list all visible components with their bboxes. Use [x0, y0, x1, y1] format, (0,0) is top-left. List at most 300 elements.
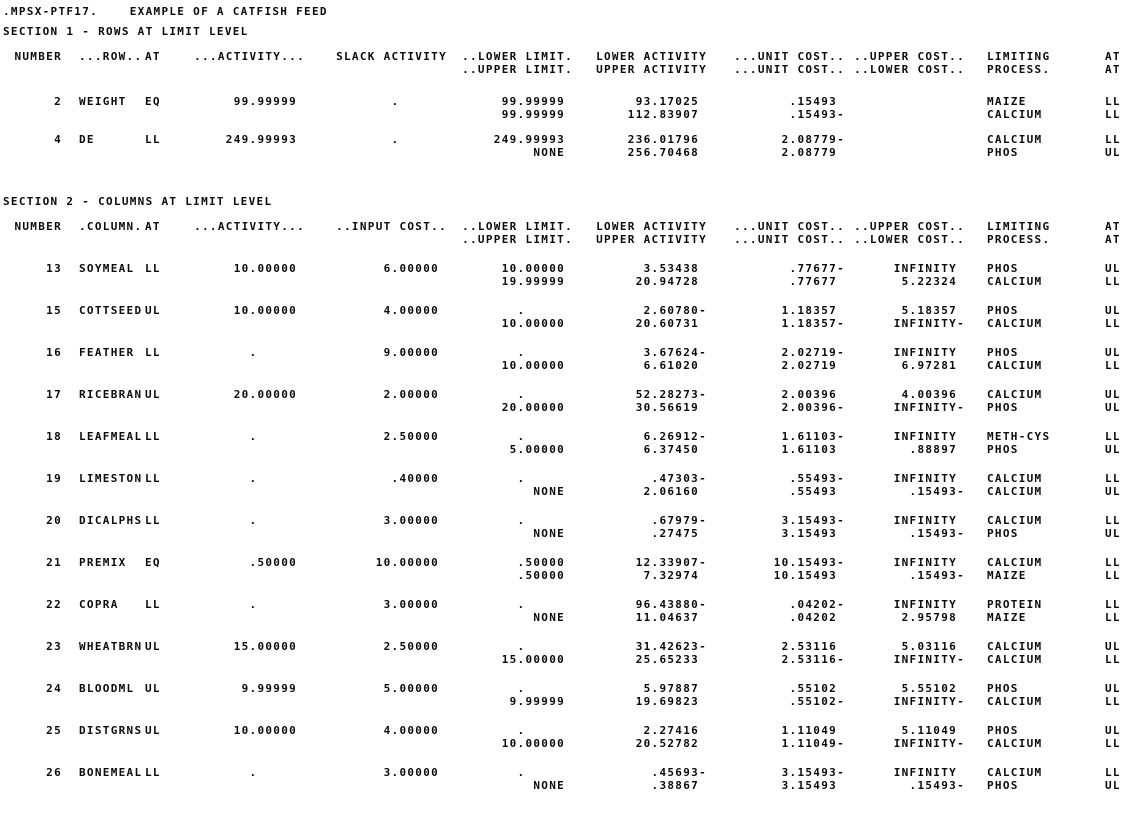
- value-line-lower: NONE: [533, 611, 573, 624]
- value-line-upper: INFINITY: [893, 766, 965, 779]
- value-line-lower: [79, 527, 145, 540]
- value-line-upper: LIMITING: [987, 220, 1051, 233]
- cell-lower-upper-activity: [573, 388, 707, 414]
- value-line-lower: 19.99999: [501, 275, 573, 288]
- value-line-lower: UL: [1105, 401, 1121, 414]
- value-line-lower: [183, 737, 305, 750]
- cell-lower-upper-limit: [447, 220, 573, 246]
- cell-at-status: [145, 766, 183, 792]
- value-line-upper: INFINITY: [893, 346, 965, 359]
- cell-limiting-at: [1097, 724, 1132, 750]
- value-line-upper: 1.18357: [781, 304, 845, 317]
- cell-lower-upper-limit: [447, 262, 573, 288]
- cell-number: [3, 472, 65, 498]
- value-line-upper: LL: [145, 346, 161, 359]
- cell-number: [3, 95, 65, 121]
- value-line-lower: PROCESS.: [987, 63, 1051, 76]
- value-line-upper: DE: [79, 133, 95, 146]
- value-line-lower: [3, 569, 62, 582]
- value-line-upper: AT: [1105, 50, 1121, 63]
- value-line-upper: 17: [46, 388, 62, 401]
- value-line-upper: LL: [145, 598, 161, 611]
- value-line-upper: 249.99993: [225, 133, 305, 146]
- cell-number: [3, 430, 65, 456]
- cell-lower-upper-activity: [573, 95, 707, 121]
- value-line-lower: 2.06160: [643, 485, 707, 498]
- value-line-upper: .55493-: [789, 472, 845, 485]
- value-line-lower: .88897: [909, 443, 965, 456]
- value-line-upper: PHOS: [987, 262, 1019, 275]
- value-line-lower: AT: [1105, 233, 1121, 246]
- value-line-upper: PHOS: [987, 682, 1019, 695]
- value-line-upper: LEAFMEAL: [79, 430, 143, 443]
- value-line-upper: UL: [1105, 724, 1121, 737]
- cell-activity: [183, 472, 305, 498]
- value-line-lower: [183, 527, 305, 540]
- cell-upper-lower-cost: [845, 556, 965, 582]
- cell-upper-lower-cost: [845, 304, 965, 330]
- cell-at-status: [145, 220, 183, 246]
- cell-unit-cost: [707, 220, 845, 246]
- value-line-lower: [145, 527, 183, 540]
- value-line-lower: 6.61020: [643, 359, 707, 372]
- value-line-lower: 20.52782: [635, 737, 707, 750]
- cell-column-name: [65, 472, 145, 498]
- cell-input-cost: [305, 262, 447, 288]
- value-line-upper: COPRA: [79, 598, 119, 611]
- cell-lower-upper-activity: [573, 556, 707, 582]
- value-line-upper: 20.00000: [233, 388, 305, 401]
- cell-unit-cost: [707, 388, 845, 414]
- value-line-lower: [145, 317, 183, 330]
- cell-lower-upper-activity: [573, 262, 707, 288]
- value-line-lower: [145, 695, 183, 708]
- value-line-lower: CALCIUM: [987, 359, 1043, 372]
- value-line-upper: 2: [54, 95, 62, 108]
- value-line-upper: 3.15493-: [781, 514, 845, 527]
- cell-upper-lower-cost: [845, 598, 965, 624]
- cell-unit-cost: [707, 640, 845, 666]
- value-line-lower: [145, 611, 183, 624]
- cell-lower-upper-limit: [447, 682, 573, 708]
- value-line-upper: .: [517, 430, 573, 443]
- table-row: [3, 724, 1132, 750]
- value-line-upper: ..LOWER LIMIT.: [462, 50, 573, 63]
- cell-row-name: [65, 133, 145, 159]
- cell-limiting-process: [965, 346, 1097, 372]
- cell-unit-cost: [707, 346, 845, 372]
- cell-lower-upper-limit: [447, 556, 573, 582]
- cell-limiting-process: [965, 262, 1097, 288]
- cell-at-status: [145, 133, 183, 159]
- value-line-upper: 249.99993: [493, 133, 573, 146]
- value-line-upper: INFINITY: [893, 598, 965, 611]
- cell-activity: [183, 556, 305, 582]
- value-line-upper: UL: [1105, 346, 1121, 359]
- value-line-upper: 2.53116: [781, 640, 845, 653]
- value-line-upper: 15: [46, 304, 62, 317]
- value-line-upper: INFINITY: [893, 262, 965, 275]
- cell-lower-upper-activity: [573, 133, 707, 159]
- cell-column-name: [65, 430, 145, 456]
- value-line-lower: 10.00000: [501, 359, 573, 372]
- value-line-lower: PROCESS.: [987, 233, 1051, 246]
- value-line-upper: EQ: [145, 95, 161, 108]
- cell-column-name: [65, 220, 145, 246]
- value-line-upper: LIMITING: [987, 50, 1051, 63]
- cell-limiting-at: [1097, 133, 1132, 159]
- value-line-upper: DICALPHS: [79, 514, 143, 527]
- cell-at-status: [145, 598, 183, 624]
- value-line-lower: [145, 275, 183, 288]
- value-line-upper: 3.67624-: [643, 346, 707, 359]
- value-line-lower: 1.61103: [781, 443, 845, 456]
- cell-limiting-at: [1097, 598, 1132, 624]
- cell-limiting-at: [1097, 220, 1132, 246]
- value-line-upper: UL: [145, 724, 161, 737]
- value-line-lower: [79, 63, 145, 76]
- table-row: [3, 556, 1132, 582]
- cell-lower-upper-limit: [447, 766, 573, 792]
- cell-lower-upper-activity: [573, 640, 707, 666]
- cell-column-name: [65, 766, 145, 792]
- cell-activity: [183, 346, 305, 372]
- value-line-upper: .: [517, 766, 573, 779]
- value-line-upper: 5.55102: [901, 682, 965, 695]
- value-line-lower: [3, 527, 62, 540]
- cell-number: [3, 766, 65, 792]
- value-line-upper: AT: [1105, 220, 1121, 233]
- cell-lower-upper-activity: [573, 472, 707, 498]
- value-line-lower: 20.94728: [635, 275, 707, 288]
- cell-row-name: [65, 50, 145, 76]
- value-line-lower: UL: [1105, 527, 1121, 540]
- cell-input-cost: [305, 598, 447, 624]
- value-line-lower: [79, 108, 145, 121]
- value-line-upper: CALCIUM: [987, 766, 1043, 779]
- value-line-upper: 24: [46, 682, 62, 695]
- value-line-lower: AT: [1105, 63, 1121, 76]
- cell-limiting-process: [965, 640, 1097, 666]
- value-line-upper: BONEMEAL: [79, 766, 143, 779]
- cell-activity: [183, 388, 305, 414]
- table-row: [3, 766, 1132, 792]
- value-line-upper: 96.43880-: [635, 598, 707, 611]
- cell-column-name: [65, 640, 145, 666]
- value-line-upper: 10.00000: [501, 262, 573, 275]
- cell-slack-activity: [305, 133, 447, 159]
- cell-at-status: [145, 472, 183, 498]
- value-line-lower: [3, 485, 62, 498]
- value-line-lower: [79, 485, 145, 498]
- value-line-lower: NONE: [533, 485, 573, 498]
- value-line-lower: [3, 779, 62, 792]
- cell-activity: [183, 682, 305, 708]
- value-line-lower: LL: [1105, 611, 1121, 624]
- value-line-upper: 4: [54, 133, 62, 146]
- cell-unit-cost: [707, 95, 845, 121]
- cell-column-name: [65, 514, 145, 540]
- value-line-upper: PREMIX: [79, 556, 127, 569]
- value-line-upper: 19: [46, 472, 62, 485]
- cell-upper-lower-cost: [845, 724, 965, 750]
- cell-upper-lower-cost: [845, 133, 965, 159]
- cell-limiting-process: [965, 472, 1097, 498]
- value-line-upper: LL: [1105, 766, 1121, 779]
- value-line-upper: MAIZE: [987, 95, 1027, 108]
- value-line-lower: .15493-: [789, 108, 845, 121]
- value-line-upper: CALCIUM: [987, 556, 1043, 569]
- value-line-lower: [3, 737, 62, 750]
- cell-at-status: [145, 95, 183, 121]
- table-header-row: [3, 50, 1132, 76]
- value-line-upper: 6.00000: [383, 262, 447, 275]
- value-line-lower: [305, 63, 447, 76]
- value-line-lower: 6.97281: [901, 359, 965, 372]
- cell-upper-lower-cost: [845, 262, 965, 288]
- cell-unit-cost: [707, 50, 845, 76]
- cell-activity: [183, 95, 305, 121]
- value-line-lower: [145, 146, 183, 159]
- table-row: [3, 346, 1132, 372]
- value-line-upper: 12.33907-: [635, 556, 707, 569]
- value-line-upper: 10.15493-: [773, 556, 845, 569]
- value-line-lower: [305, 695, 447, 708]
- value-line-lower: 5.22324: [901, 275, 965, 288]
- cell-limiting-process: [965, 304, 1097, 330]
- cell-upper-lower-cost: [845, 472, 965, 498]
- value-line-lower: [305, 569, 447, 582]
- cell-activity: [183, 430, 305, 456]
- cell-unit-cost: [707, 304, 845, 330]
- value-line-upper: 2.00000: [383, 388, 447, 401]
- value-line-upper: UL: [1105, 388, 1121, 401]
- cell-input-cost: [305, 220, 447, 246]
- value-line-lower: [183, 317, 305, 330]
- value-line-lower: [305, 611, 447, 624]
- value-line-upper: ...ACTIVITY...: [194, 50, 305, 63]
- value-line-lower: LL: [1105, 695, 1121, 708]
- value-line-lower: .15493-: [909, 527, 965, 540]
- cell-column-name: [65, 724, 145, 750]
- value-line-upper: 9.99999: [241, 682, 305, 695]
- value-line-upper: .40000: [391, 472, 447, 485]
- value-line-lower: 1.11049-: [781, 737, 845, 750]
- value-line-upper: 3.00000: [383, 514, 447, 527]
- value-line-upper: LL: [145, 472, 161, 485]
- table-row: [3, 430, 1132, 456]
- value-line-upper: 93.17025: [635, 95, 707, 108]
- value-line-upper: 5.00000: [383, 682, 447, 695]
- value-line-lower: [3, 401, 62, 414]
- cell-upper-lower-cost: [845, 640, 965, 666]
- value-line-upper: ..LOWER LIMIT.: [462, 220, 573, 233]
- value-line-lower: [79, 317, 145, 330]
- value-line-upper: 3.00000: [383, 598, 447, 611]
- cell-limiting-process: [965, 766, 1097, 792]
- value-line-lower: 20.00000: [501, 401, 573, 414]
- value-line-upper: CALCIUM: [987, 640, 1043, 653]
- value-line-upper: 5.03116: [901, 640, 965, 653]
- value-line-upper: .: [517, 514, 573, 527]
- cell-lower-upper-limit: [447, 514, 573, 540]
- value-line-upper: AT: [145, 50, 161, 63]
- value-line-upper: RICEBRAN: [79, 388, 143, 401]
- value-line-lower: [145, 485, 183, 498]
- value-line-upper: .: [249, 766, 305, 779]
- value-line-lower: .15493-: [909, 779, 965, 792]
- value-line-lower: [183, 779, 305, 792]
- value-line-lower: [183, 359, 305, 372]
- value-line-lower: ..LOWER COST..: [854, 63, 965, 76]
- cell-lower-upper-limit: [447, 598, 573, 624]
- value-line-lower: [183, 443, 305, 456]
- value-line-upper: CALCIUM: [987, 514, 1043, 527]
- value-line-lower: CALCIUM: [987, 108, 1043, 121]
- value-line-lower: [305, 317, 447, 330]
- value-line-lower: [3, 695, 62, 708]
- cell-activity: [183, 766, 305, 792]
- section-rows-at-limit-level: [3, 25, 1132, 159]
- cell-column-name: [65, 556, 145, 582]
- value-line-lower: [183, 485, 305, 498]
- value-line-lower: PHOS: [987, 779, 1019, 792]
- value-line-lower: .38867: [651, 779, 707, 792]
- value-line-lower: 19.69823: [635, 695, 707, 708]
- value-line-upper: 99.99999: [501, 95, 573, 108]
- value-line-upper: .50000: [249, 556, 305, 569]
- value-line-lower: [183, 569, 305, 582]
- cell-at-status: [145, 346, 183, 372]
- cell-slack-activity: [305, 95, 447, 121]
- value-line-lower: [145, 233, 183, 246]
- value-line-lower: [183, 695, 305, 708]
- value-line-upper: LIMESTON: [79, 472, 143, 485]
- cell-lower-upper-limit: [447, 640, 573, 666]
- value-line-upper: ...UNIT COST..: [734, 220, 845, 233]
- value-line-upper: [845, 95, 965, 108]
- value-line-lower: .15493-: [909, 485, 965, 498]
- cell-number: [3, 346, 65, 372]
- value-line-upper: PROTEIN: [987, 598, 1043, 611]
- value-line-upper: PHOS: [987, 724, 1019, 737]
- value-line-lower: CALCIUM: [987, 275, 1043, 288]
- value-line-lower: 25.65233: [635, 653, 707, 666]
- value-line-lower: [79, 569, 145, 582]
- cell-column-name: [65, 388, 145, 414]
- cell-number: [3, 724, 65, 750]
- value-line-lower: [3, 317, 62, 330]
- value-line-upper: SOYMEAL: [79, 262, 135, 275]
- cell-number: [3, 262, 65, 288]
- value-line-upper: 5.11049: [901, 724, 965, 737]
- cell-lower-upper-activity: [573, 514, 707, 540]
- value-line-upper: 10.00000: [233, 724, 305, 737]
- value-line-upper: 4.00000: [383, 724, 447, 737]
- value-line-upper: 13: [46, 262, 62, 275]
- value-line-lower: [145, 401, 183, 414]
- value-line-lower: LL: [1105, 108, 1121, 121]
- value-line-upper: ..INPUT COST..: [336, 220, 447, 233]
- cell-at-status: [145, 514, 183, 540]
- value-line-lower: [183, 653, 305, 666]
- value-line-lower: [3, 108, 62, 121]
- cell-upper-lower-cost: [845, 95, 965, 121]
- value-line-lower: 1.18357-: [781, 317, 845, 330]
- cell-number: [3, 514, 65, 540]
- value-line-lower: NONE: [533, 146, 573, 159]
- cell-at-status: [145, 50, 183, 76]
- section-2-heading: SECTION 2 - COLUMNS AT LIMIT LEVEL: [3, 195, 273, 208]
- value-line-upper: 4.00000: [383, 304, 447, 317]
- cell-input-cost: [305, 514, 447, 540]
- value-line-lower: [183, 63, 305, 76]
- value-line-lower: CALCIUM: [987, 653, 1043, 666]
- value-line-lower: 2.00396-: [781, 401, 845, 414]
- section-columns-at-limit-level: [3, 195, 1132, 792]
- value-line-upper: .: [249, 514, 305, 527]
- value-line-upper: 3.00000: [383, 766, 447, 779]
- value-line-upper: 10.00000: [233, 304, 305, 317]
- cell-limiting-process: [965, 556, 1097, 582]
- table-row: [3, 262, 1132, 288]
- value-line-lower: [145, 779, 183, 792]
- cell-at-status: [145, 388, 183, 414]
- value-line-lower: 112.83907: [627, 108, 707, 121]
- value-line-upper: LL: [145, 262, 161, 275]
- cell-number: [3, 50, 65, 76]
- cell-upper-lower-cost: [845, 682, 965, 708]
- value-line-lower: [305, 737, 447, 750]
- value-line-lower: UPPER ACTIVITY: [596, 63, 707, 76]
- value-line-lower: [183, 233, 305, 246]
- cell-upper-lower-cost: [845, 388, 965, 414]
- value-line-upper: CALCIUM: [987, 472, 1043, 485]
- value-line-lower: 2.02719: [781, 359, 845, 372]
- cell-at-status: [145, 724, 183, 750]
- cell-column-name: [65, 598, 145, 624]
- cell-input-cost: [305, 682, 447, 708]
- value-line-lower: LL: [1105, 653, 1121, 666]
- value-line-lower: .27475: [651, 527, 707, 540]
- cell-limiting-at: [1097, 514, 1132, 540]
- value-line-upper: 23: [46, 640, 62, 653]
- value-line-lower: .55493: [789, 485, 845, 498]
- value-line-upper: .: [517, 388, 573, 401]
- cell-lower-upper-limit: [447, 304, 573, 330]
- value-line-upper: LL: [145, 133, 161, 146]
- value-line-lower: .55102-: [789, 695, 845, 708]
- value-line-lower: .15493-: [909, 569, 965, 582]
- cell-limiting-process: [965, 682, 1097, 708]
- value-line-upper: 2.02719-: [781, 346, 845, 359]
- value-line-upper: .77677-: [789, 262, 845, 275]
- value-line-upper: DISTGRNS: [79, 724, 143, 737]
- cell-activity: [183, 640, 305, 666]
- cell-number: [3, 640, 65, 666]
- cell-slack-activity: [305, 50, 447, 76]
- value-line-upper: UL: [145, 304, 161, 317]
- cell-limiting-at: [1097, 766, 1132, 792]
- cell-upper-lower-cost: [845, 50, 965, 76]
- value-line-upper: PHOS: [987, 346, 1019, 359]
- value-line-upper: .: [517, 598, 573, 611]
- value-line-lower: LL: [1105, 737, 1121, 750]
- value-line-upper: 15.00000: [233, 640, 305, 653]
- table-row: [3, 472, 1132, 498]
- cell-number: [3, 556, 65, 582]
- value-line-lower: LL: [1105, 569, 1121, 582]
